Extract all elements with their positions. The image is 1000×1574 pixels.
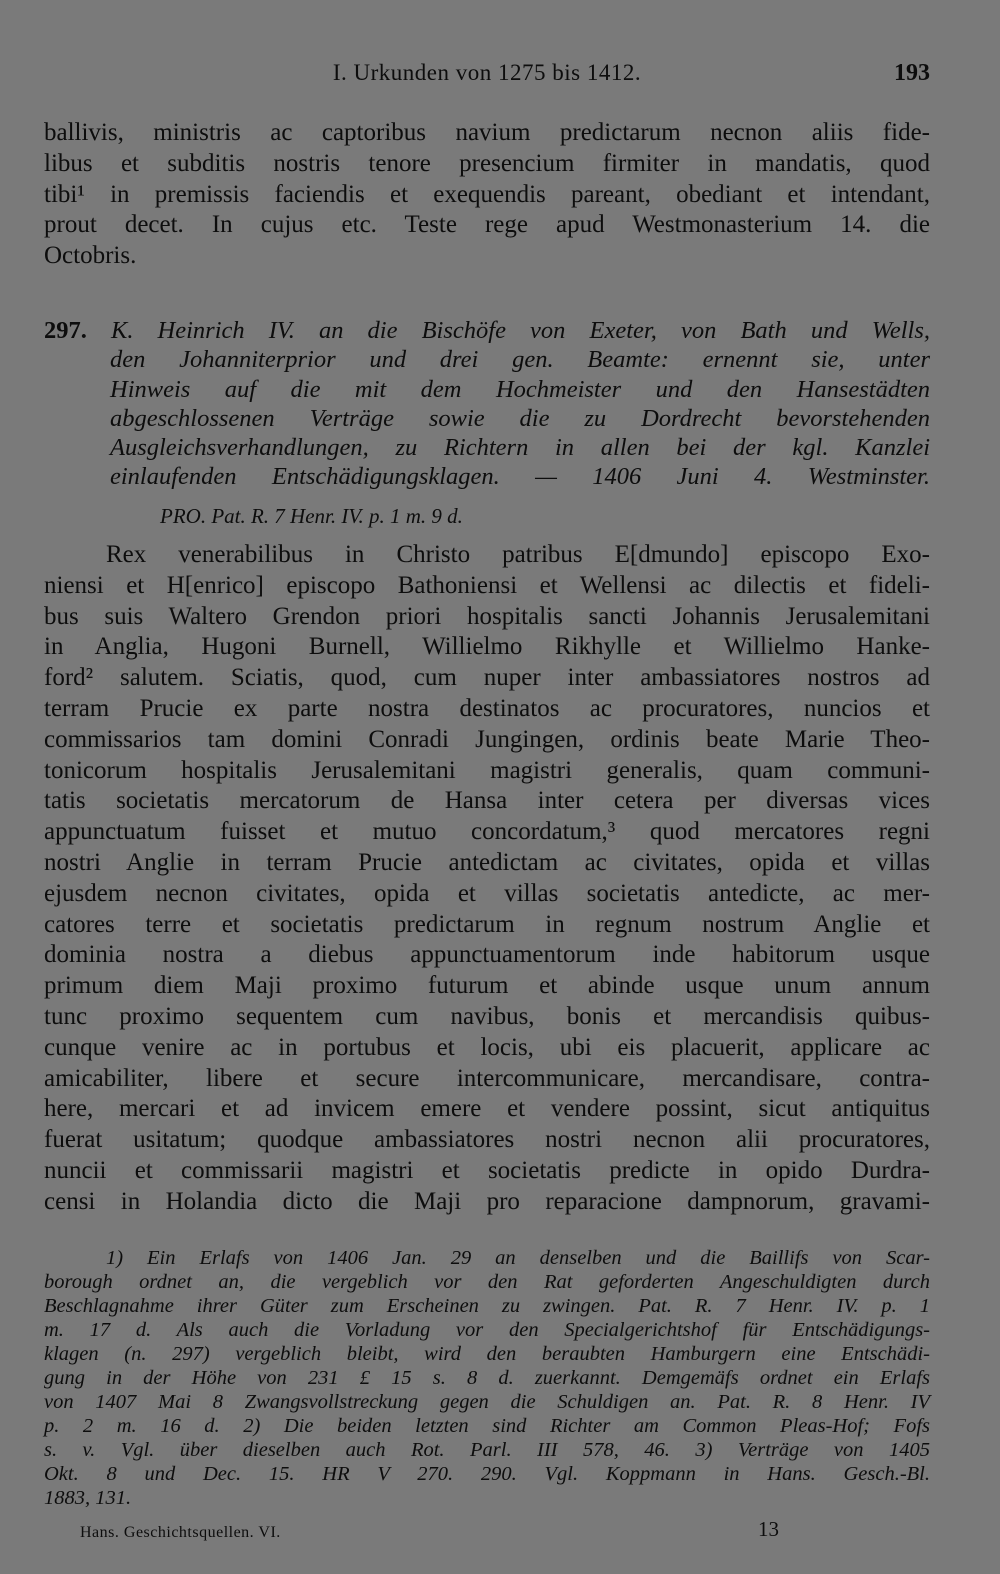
footnote-line: 1883, 131. — [44, 1487, 132, 1509]
heading-line: den Johanniterprior und drei gen. Beamte: ernennt sie, unter — [110, 346, 930, 374]
footnote-line: Beschlagnahme ihrer Güter zum Erscheinen zu zwingen. Pat. R. 7 Henr. IV. p. 1 — [44, 1295, 930, 1317]
footnote-line: klagen (n. 297) vergeblich bleibt, wird den beraubten Hamburgern eine Entschädi- — [44, 1343, 930, 1365]
text-line: ford² salutem. Sciatis, quod, cum nuper inter ambassiatores nostros ad — [44, 664, 930, 692]
footnote-line: gung in der Höhe von 231 £ 15 s. 8 d. zuerkannt. Demgemäfs ordnet ein Erlafs — [44, 1367, 930, 1389]
text-line: primum diem Maji proximo futurum et abinde usque unum annum — [44, 972, 930, 1000]
footnote-line: Okt. 8 und Dec. 15. HR V 270. 290. Vgl. Koppmann in Hans. Gesch.-Bl. — [44, 1463, 930, 1485]
footnote-line: s. v. Vgl. über dieselben auch Rot. Parl. III 578, 46. 3) Verträge von 1405 — [44, 1439, 930, 1461]
heading-line: Hinweis auf die mit dem Hochmeister und den Hansestädten — [110, 375, 930, 403]
text-line: in Anglia, Hugoni Burnell, Willielmo Rikhylle et Willielmo Hanke- — [44, 633, 930, 661]
text-line: tonicorum hospitalis Jerusalemitani magistri generalis, quam communi- — [44, 756, 930, 784]
footnote-line: von 1407 Mai 8 Zwangsvollstreckung gegen die Schuldigen an. Pat. R. 8 Henr. IV — [44, 1391, 930, 1413]
heading-line-first — [44, 316, 930, 345]
text-line: niensi et H[enrico] episcopo Bathoniensi et Wellensi ac dilectis et fideli- — [44, 571, 930, 599]
text-line: fuerat usitatum; quodque ambassiatores nostri necnon alii procuratores, — [44, 1126, 930, 1154]
footnote-line: m. 17 d. Als auch die Vorladung vor den Specialgerichtshof für Entschädigungs- — [44, 1319, 930, 1341]
text-line: dominia nostra a diebus appunctuamentorum inde habitorum usque — [44, 941, 930, 969]
heading-line: abgeschlossenen Verträge sowie die zu Dordrecht bevorstehenden — [110, 404, 930, 432]
text-line: tunc proximo sequentem cum navibus, bonis et mercandisis quibus- — [44, 1002, 930, 1030]
page-number: 193 — [894, 60, 930, 86]
entry-heading — [44, 316, 930, 492]
footnote-line: p. 2 m. 16 d. 2) Die beiden letzten sind Richter am Common Pleas-Hof; Fofs — [44, 1415, 930, 1437]
series-title: Hans. Geschichtsquellen. VI. — [80, 1524, 281, 1541]
paragraph-main — [44, 540, 930, 1218]
text-line: Octobris. — [44, 242, 137, 270]
text-line: terram Prucie ex parte nostra destinatos ac procuratores, nuncios et — [44, 694, 930, 722]
signature-mark: 13 — [758, 1517, 779, 1541]
text-line: amicabiliter, libere et secure intercommunicare, mercandisare, contra- — [44, 1064, 930, 1092]
heading-line: K. Heinrich IV. an die Bischöfe von Exeter, von Bath und Wells, — [110, 317, 931, 344]
text-line: ejusdem necnon civitates, opida et villas societatis antedicte, ac mer- — [44, 879, 930, 907]
heading-line: Ausgleichsverhandlungen, zu Richtern in allen bei der kgl. Kanzlei — [110, 434, 930, 462]
text-line: Rex venerabilibus in Christo patribus E[dmundo] episcopo Exo- — [106, 541, 930, 568]
paragraph-top — [44, 118, 930, 272]
footnote-line: borough ordnet an, die vergeblich vor den Rat geforderten Angeschuldigten durch — [44, 1271, 930, 1293]
heading-line: einlaufenden Entschädigungsklagen. — 1406 Juni 4. Westminster. — [110, 463, 930, 491]
text-line: nuncii et commissarii magistri et societatis predicte in opido Durdra- — [44, 1156, 930, 1184]
text-line: libus et subditis nostris tenore presencium firmiter in mandatis, quod — [44, 149, 930, 177]
text-line: catores terre et societatis predictarum in regnum nostrum Anglie et — [44, 910, 930, 938]
text-line: ballivis, ministris ac captoribus navium predictarum necnon aliis fide- — [44, 119, 930, 146]
text-line: tibi¹ in premissis faciendis et exequendis pareant, obediant et intendant, — [44, 180, 930, 208]
text-line: bus suis Waltero Grendon priori hospitalis sancti Johannis Jerusalemitani — [44, 602, 930, 630]
text-line: prout decet. In cujus etc. Teste rege apud Westmonasterium 14. die — [44, 211, 930, 239]
footnotes — [44, 1246, 930, 1510]
running-head-title: I. Urkunden von 1275 bis 1412. — [332, 60, 642, 85]
text-line: cunque venire ac in portubus et locis, ubi eis placuerit, applicare ac — [44, 1033, 930, 1061]
text-line: tatis societatis mercatorum de Hansa inter cetera per diversas vices — [44, 787, 930, 815]
footnote-line: 1) Ein Erlafs von 1406 Jan. 29 an denselben und die Baillifs von Scar- — [106, 1247, 930, 1269]
text-line: here, mercari et ad invicem emere et vendere possint, sicut antiquitus — [44, 1095, 930, 1123]
text-line: appunctuatum fuisset et mutuo concordatum,³ quod mercatores regni — [44, 818, 930, 846]
text-line: censi in Holandia dicto die Maji pro reparacione dampnorum, gravami- — [44, 1187, 930, 1215]
entry-number: 297. — [44, 317, 87, 344]
source-reference: PRO. Pat. R. 7 Henr. IV. p. 1 m. 9 d. — [160, 504, 463, 528]
text-line: commissarios tam domini Conradi Jungingen, ordinis beate Marie Theo- — [44, 725, 930, 753]
running-head — [44, 60, 930, 94]
text-line: nostri Anglie in terram Prucie antedictam ac civitates, opida et villas — [44, 848, 930, 876]
